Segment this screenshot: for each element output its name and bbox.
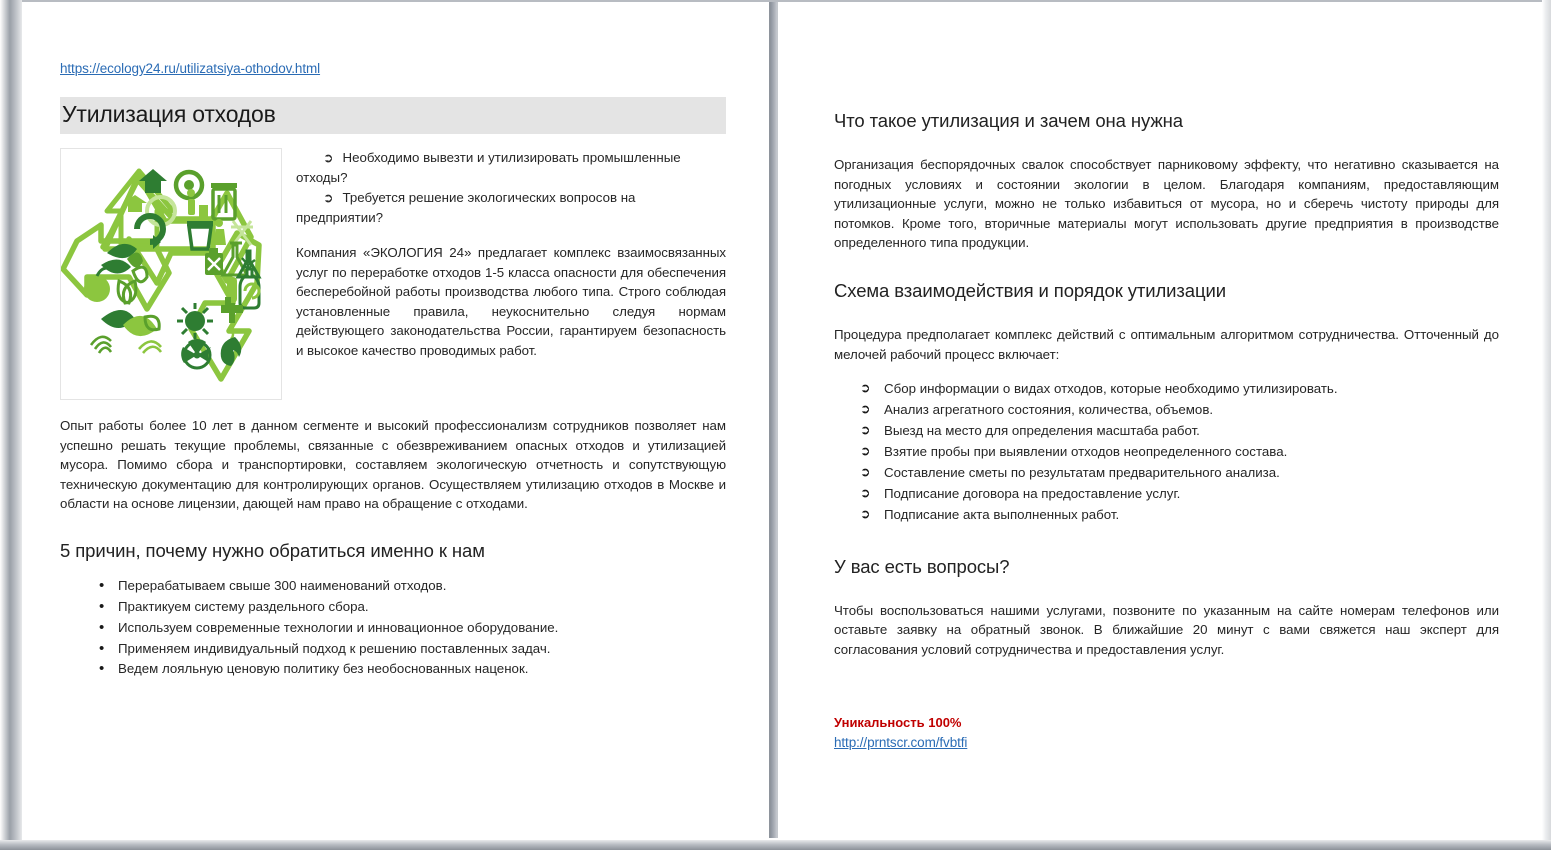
arrow-bullet-icon: ➲ xyxy=(323,150,334,166)
list-item xyxy=(860,379,1499,400)
section1-heading: Что такое утилизация и зачем она нужна xyxy=(834,110,1183,131)
arrow-bullet-icon: ➲ xyxy=(860,401,871,417)
proof-url-link[interactable]: http://prntscr.com/fvbtfi xyxy=(834,735,968,751)
arrow-bullet-icon: ➲ xyxy=(860,463,871,479)
page-title: Утилизация отходов xyxy=(62,101,276,127)
page-left-content xyxy=(60,60,726,680)
experience-paragraph: Опыт работы более 10 лет в данном сегменте и высокий профессионализм сотрудников позволяет нам успешно решать текущие проблемы, связанные с обезвреживанием опасных отходов и утилизацией мусора. Помимо сбора и транспортировки, составляем экологическую отчетность и сопутствующую техническую документацию для контролирующих органов. Осуществляем утилизацию отходов в Москве и области на основе лицензии, дающей нам право на обращение с отходами. xyxy=(60,418,726,512)
window-right-edge xyxy=(1542,0,1551,845)
document-title-band xyxy=(60,97,726,134)
source-url-link[interactable]: https://ecology24.ru/utilizatsiya-othodov.html xyxy=(60,61,321,76)
recycling-illustration xyxy=(60,148,282,400)
arrow-bullet-icon: ➲ xyxy=(860,505,871,521)
intro-paragraph: Компания «ЭКОЛОГИЯ 24» предлагает комплекс взаимосвязанных услуг по переработке отходов 1-5 класса опасности для обеспечения бесперебойной работы производства любого типа. Строго соблюдая установленные правила, неукоснительно следуя нормам действующего законодательства России, гарантируем безопасность и высокое качество проводимых работ. xyxy=(296,245,726,358)
question-text: Требуется решение экологических вопросов на предприятии? xyxy=(296,190,636,226)
list-item: • Практикуем систему раздельного сбора. xyxy=(118,597,726,618)
section3-paragraph: Чтобы воспользоваться нашими услугами, позвоните по указанным на сайте номерам телефонов или оставьте заявку на обратный звонок. В ближайшие 20 минут с вами свяжется наш эксперт для согласования условий сотрудничества и предоставления услуг. xyxy=(834,602,1499,657)
window-bottom-edge xyxy=(0,840,1551,850)
steps-list xyxy=(834,379,1499,526)
window-left-edge xyxy=(0,0,22,845)
list-item xyxy=(860,442,1499,463)
list-item xyxy=(860,505,1499,526)
list-item-label: Выезд на место для определения масштаба работ. xyxy=(884,422,1200,438)
list-item-label: Составление сметы по результатам предварительного анализа. xyxy=(884,464,1280,480)
list-item-label: Анализ агрегатного состояния, количества, объемов. xyxy=(884,402,1214,418)
section1-paragraph: Организация беспорядочных свалок способствует парниковому эффекту, что негативно сказывается на погодных условиях и состоянии экологии в целом. Благодаря компаниям, предоставляющим утилизационные услуги, можно не только избавиться от мусора, но и сберечь чистоту природы для потомков. Кроме того, вторичные материалы могут использовать другие предприятия в производстве определенного типа продукции. xyxy=(834,157,1499,251)
arrow-bullet-icon: ➲ xyxy=(860,380,871,396)
image-and-questions-row xyxy=(60,148,726,400)
list-item-label: Взятие пробы при выявлении отходов неопределенного состава. xyxy=(884,443,1288,459)
list-item xyxy=(860,484,1499,505)
document-page-right xyxy=(777,2,1542,838)
arrow-bullet-icon: ➲ xyxy=(860,484,871,500)
reasons-heading: 5 причин, почему нужно обратиться именно к нам xyxy=(60,539,485,561)
list-item xyxy=(860,400,1499,421)
question-text: Необходимо вывезти и утилизировать промышленные отходы? xyxy=(296,150,681,186)
list-item: • Применяем индивидуальный подход к решению поставленных задач. xyxy=(118,639,726,660)
section2-heading: Схема взаимодействия и порядок утилизации xyxy=(834,279,1226,301)
list-item-label: Подписание договора на предоставление услуг. xyxy=(884,485,1181,501)
uniqueness-badge: Уникальность 100% xyxy=(834,715,962,731)
reasons-list xyxy=(60,576,726,680)
list-item-label: Подписание акта выполненных работ. xyxy=(884,506,1120,522)
list-item-label: Сбор информации о видах отходов, которые необходимо утилизировать. xyxy=(884,381,1338,397)
arrow-bullet-icon: ➲ xyxy=(323,190,334,206)
arrow-bullet-icon: ➲ xyxy=(860,421,871,437)
arrow-bullet-icon: ➲ xyxy=(860,442,871,458)
list-item: • Перерабатываем свыше 300 наименований отходов. xyxy=(118,576,726,597)
list-item: • Ведем лояльную ценовую политику без необоснованных наценок. xyxy=(118,659,726,680)
proof-url-row xyxy=(834,734,1499,752)
list-item: • Используем современные технологии и инновационное оборудование. xyxy=(118,618,726,639)
document-page-left xyxy=(24,2,772,838)
page-right-content xyxy=(834,110,1499,752)
list-item xyxy=(860,463,1499,484)
list-item xyxy=(860,421,1499,442)
section2-paragraph: Процедура предполагает комплекс действий с оптимальным алгоритмом сотрудничества. Отточенный до мелочей рабочий процесс включает: xyxy=(834,327,1499,362)
section3-heading: У вас есть вопросы? xyxy=(834,555,1010,577)
